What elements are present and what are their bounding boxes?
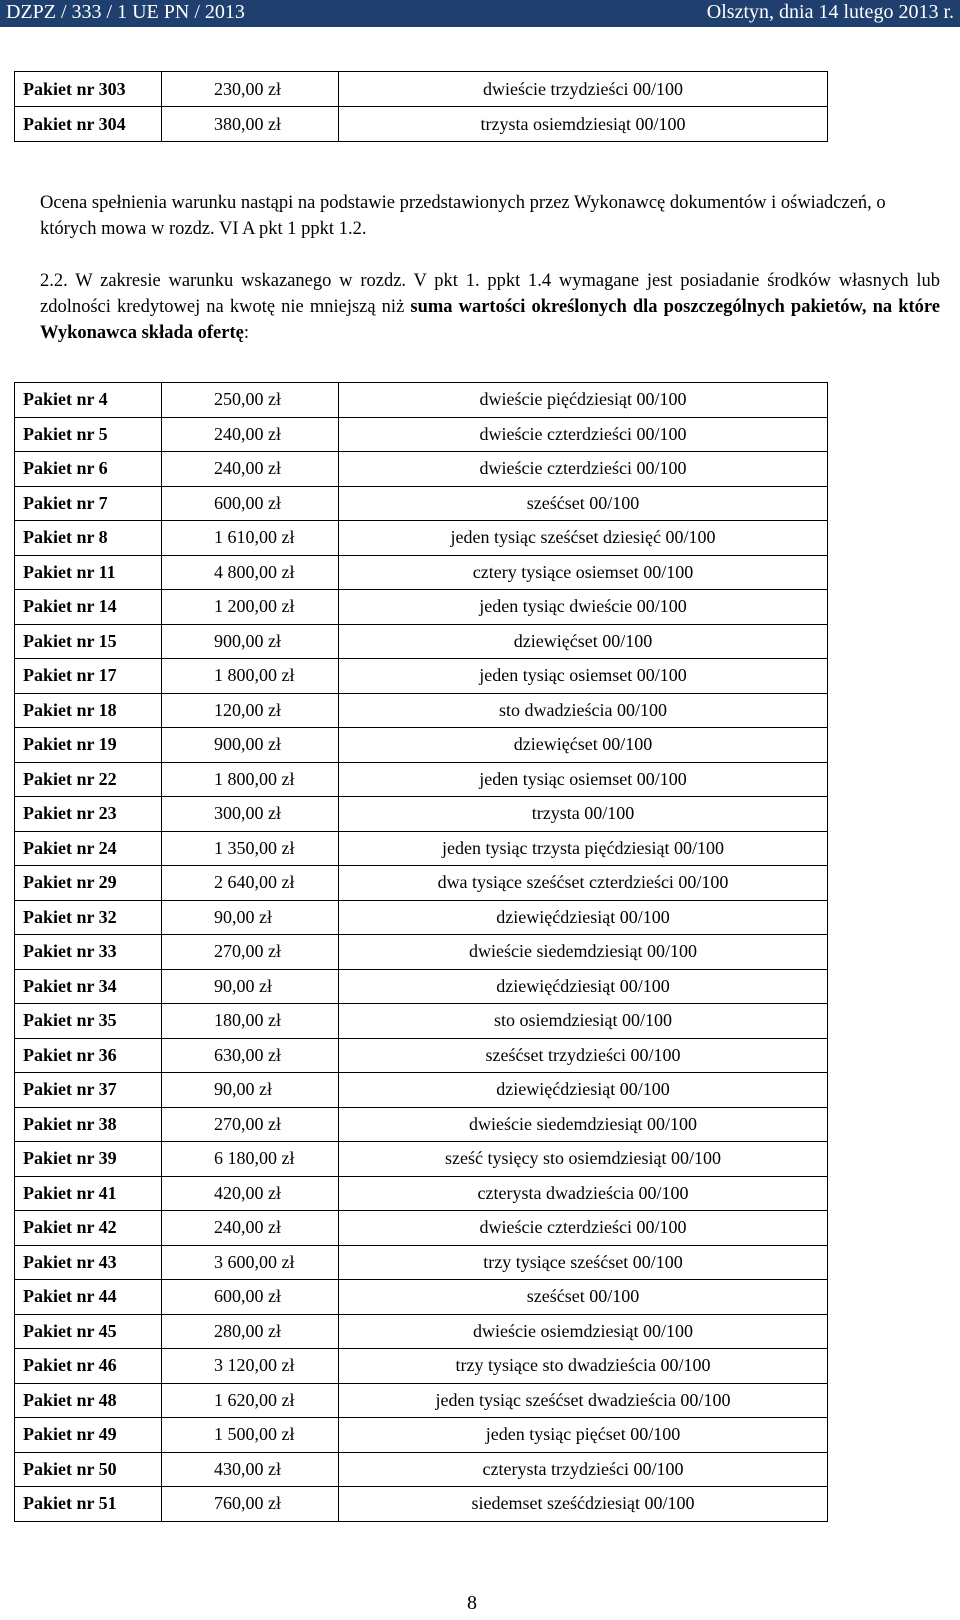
amount-words-cell: dwieście czterdzieści 00/100 xyxy=(339,1211,828,1246)
amount-cell: 90,00 zł xyxy=(162,900,339,935)
amount-words-cell: dziewięćdziesiąt 00/100 xyxy=(339,900,828,935)
amount-cell: 90,00 zł xyxy=(162,1073,339,1108)
package-name-cell: Pakiet nr 303 xyxy=(15,72,162,107)
package-name-cell: Pakiet nr 5 xyxy=(15,417,162,452)
package-name-cell: Pakiet nr 50 xyxy=(15,1452,162,1487)
table-row xyxy=(15,1383,828,1418)
amount-cell: 1 500,00 zł xyxy=(162,1418,339,1453)
amount-cell: 420,00 zł xyxy=(162,1176,339,1211)
package-name-cell: Pakiet nr 7 xyxy=(15,486,162,521)
amount-words-cell: dwieście trzydzieści 00/100 xyxy=(339,72,828,107)
table-row xyxy=(15,866,828,901)
table-row xyxy=(15,1073,828,1108)
amount-cell: 1 350,00 zł xyxy=(162,831,339,866)
amount-words-cell: jeden tysiąc sześćset dziesięć 00/100 xyxy=(339,521,828,556)
table-row xyxy=(15,728,828,763)
package-name-cell: Pakiet nr 24 xyxy=(15,831,162,866)
table-row xyxy=(15,590,828,625)
amount-cell: 900,00 zł xyxy=(162,624,339,659)
amount-words-cell: jeden tysiąc dwieście 00/100 xyxy=(339,590,828,625)
table-row xyxy=(15,1349,828,1384)
package-name-cell: Pakiet nr 34 xyxy=(15,969,162,1004)
amount-words-cell: dwieście siedemdziesiąt 00/100 xyxy=(339,935,828,970)
amount-words-cell: trzy tysiące sto dwadzieścia 00/100 xyxy=(339,1349,828,1384)
table-row xyxy=(15,452,828,487)
paragraph-bold-text: suma wartości określonych dla poszczególnych pakietów, na które Wykonawca składa ofertę xyxy=(40,297,940,343)
amount-cell: 600,00 zł xyxy=(162,1280,339,1315)
amount-cell: 230,00 zł xyxy=(162,72,339,107)
amount-cell: 240,00 zł xyxy=(162,1211,339,1246)
amount-cell: 1 200,00 zł xyxy=(162,590,339,625)
package-name-cell: Pakiet nr 36 xyxy=(15,1038,162,1073)
amount-cell: 900,00 zł xyxy=(162,728,339,763)
amount-cell: 1 800,00 zł xyxy=(162,659,339,694)
amount-words-cell: czterysta trzydzieści 00/100 xyxy=(339,1452,828,1487)
table-row xyxy=(15,1038,828,1073)
table-row xyxy=(15,1418,828,1453)
table-row xyxy=(15,762,828,797)
table-row xyxy=(15,555,828,590)
amount-cell: 240,00 zł xyxy=(162,417,339,452)
amount-cell: 1 800,00 zł xyxy=(162,762,339,797)
package-name-cell: Pakiet nr 44 xyxy=(15,1280,162,1315)
amount-words-cell: sześćset 00/100 xyxy=(339,1280,828,1315)
amount-words-cell: dziewięćset 00/100 xyxy=(339,728,828,763)
amount-cell: 1 610,00 zł xyxy=(162,521,339,556)
amount-words-cell: dwieście pięćdziesiąt 00/100 xyxy=(339,383,828,418)
amount-words-cell: dwa tysiące sześćset czterdzieści 00/100 xyxy=(339,866,828,901)
table-row xyxy=(15,797,828,832)
amount-cell: 630,00 zł xyxy=(162,1038,339,1073)
table-row xyxy=(15,1314,828,1349)
amount-words-cell: jeden tysiąc osiemset 00/100 xyxy=(339,762,828,797)
amount-words-cell: trzysta osiemdziesiąt 00/100 xyxy=(339,107,828,142)
amount-words-cell: sto dwadzieścia 00/100 xyxy=(339,693,828,728)
package-name-cell: Pakiet nr 8 xyxy=(15,521,162,556)
amount-cell: 3 600,00 zł xyxy=(162,1245,339,1280)
table-row xyxy=(15,900,828,935)
package-name-cell: Pakiet nr 29 xyxy=(15,866,162,901)
document-header xyxy=(0,0,960,27)
amount-cell: 270,00 zł xyxy=(162,1107,339,1142)
package-name-cell: Pakiet nr 41 xyxy=(15,1176,162,1211)
package-name-cell: Pakiet nr 304 xyxy=(15,107,162,142)
amount-words-cell: trzy tysiące sześćset 00/100 xyxy=(339,1245,828,1280)
amount-cell: 180,00 zł xyxy=(162,1004,339,1039)
table-row xyxy=(15,969,828,1004)
table-row xyxy=(15,831,828,866)
package-name-cell: Pakiet nr 43 xyxy=(15,1245,162,1280)
paragraph-end: : xyxy=(243,323,249,343)
package-name-cell: Pakiet nr 23 xyxy=(15,797,162,832)
package-name-cell: Pakiet nr 17 xyxy=(15,659,162,694)
table-row xyxy=(15,486,828,521)
package-name-cell: Pakiet nr 42 xyxy=(15,1211,162,1246)
amount-cell: 380,00 zł xyxy=(162,107,339,142)
amount-words-cell: cztery tysiące osiemset 00/100 xyxy=(339,555,828,590)
amount-words-cell: sześćset 00/100 xyxy=(339,486,828,521)
amount-words-cell: jeden tysiąc osiemset 00/100 xyxy=(339,659,828,694)
amount-cell: 120,00 zł xyxy=(162,693,339,728)
table-row xyxy=(15,107,828,142)
package-name-cell: Pakiet nr 35 xyxy=(15,1004,162,1039)
amount-words-cell: czterysta dwadzieścia 00/100 xyxy=(339,1176,828,1211)
table-row xyxy=(15,1107,828,1142)
amount-cell: 270,00 zł xyxy=(162,935,339,970)
package-name-cell: Pakiet nr 33 xyxy=(15,935,162,970)
table-row xyxy=(15,383,828,418)
package-name-cell: Pakiet nr 45 xyxy=(15,1314,162,1349)
package-name-cell: Pakiet nr 14 xyxy=(15,590,162,625)
table-row xyxy=(15,417,828,452)
amount-words-cell: sześć tysięcy sto osiemdziesiąt 00/100 xyxy=(339,1142,828,1177)
amount-cell: 1 620,00 zł xyxy=(162,1383,339,1418)
package-table-2 xyxy=(14,382,828,1522)
amount-words-cell: sześćset trzydzieści 00/100 xyxy=(339,1038,828,1073)
table-row xyxy=(15,521,828,556)
package-name-cell: Pakiet nr 19 xyxy=(15,728,162,763)
amount-words-cell: jeden tysiąc sześćset dwadzieścia 00/100 xyxy=(339,1383,828,1418)
paragraph-financial-condition xyxy=(40,268,940,346)
amount-words-cell: sto osiemdziesiąt 00/100 xyxy=(339,1004,828,1039)
table-row xyxy=(15,1245,828,1280)
amount-words-cell: dwieście osiemdziesiąt 00/100 xyxy=(339,1314,828,1349)
amount-words-cell: siedemset sześćdziesiąt 00/100 xyxy=(339,1487,828,1522)
table-row xyxy=(15,659,828,694)
amount-words-cell: dziewięćdziesiąt 00/100 xyxy=(339,969,828,1004)
amount-words-cell: dwieście czterdzieści 00/100 xyxy=(339,452,828,487)
package-name-cell: Pakiet nr 22 xyxy=(15,762,162,797)
page-number: 8 xyxy=(467,1592,477,1614)
table-row xyxy=(15,693,828,728)
package-name-cell: Pakiet nr 46 xyxy=(15,1349,162,1384)
package-name-cell: Pakiet nr 15 xyxy=(15,624,162,659)
package-table-1 xyxy=(14,71,828,142)
amount-cell: 760,00 zł xyxy=(162,1487,339,1522)
amount-cell: 280,00 zł xyxy=(162,1314,339,1349)
amount-cell: 4 800,00 zł xyxy=(162,555,339,590)
package-name-cell: Pakiet nr 18 xyxy=(15,693,162,728)
amount-cell: 250,00 zł xyxy=(162,383,339,418)
amount-cell: 300,00 zł xyxy=(162,797,339,832)
amount-words-cell: dwieście czterdzieści 00/100 xyxy=(339,417,828,452)
table-row xyxy=(15,1142,828,1177)
table-row xyxy=(15,624,828,659)
package-name-cell: Pakiet nr 48 xyxy=(15,1383,162,1418)
package-name-cell: Pakiet nr 4 xyxy=(15,383,162,418)
amount-words-cell: trzysta 00/100 xyxy=(339,797,828,832)
amount-words-cell: jeden tysiąc pięćset 00/100 xyxy=(339,1418,828,1453)
amount-cell: 3 120,00 zł xyxy=(162,1349,339,1384)
amount-cell: 600,00 zł xyxy=(162,486,339,521)
document-date: Olsztyn, dnia 14 lutego 2013 r. xyxy=(706,1,954,23)
amount-words-cell: dziewięćset 00/100 xyxy=(339,624,828,659)
table-row xyxy=(15,1280,828,1315)
table-row xyxy=(15,1176,828,1211)
package-name-cell: Pakiet nr 32 xyxy=(15,900,162,935)
package-name-cell: Pakiet nr 39 xyxy=(15,1142,162,1177)
amount-cell: 240,00 zł xyxy=(162,452,339,487)
amount-words-cell: dwieście siedemdziesiąt 00/100 xyxy=(339,1107,828,1142)
paragraph-text: 2.2. W zakresie warunku wskazanego w rozdz. V pkt 1. ppkt 1.4 wymagane jest posiadanie środków własnych lub zdolności kredytowej na kwotę nie mniejszą niż xyxy=(40,271,940,317)
package-name-cell: Pakiet nr 11 xyxy=(15,555,162,590)
table-row xyxy=(15,935,828,970)
table-row xyxy=(15,1211,828,1246)
paragraph-assessment: Ocena spełnienia warunku nastąpi na podstawie przedstawionych przez Wykonawcę dokumentów i oświadczeń, o których mowa w rozdz. VI A pkt 1 ppkt 1.2. xyxy=(40,193,886,239)
table-row xyxy=(15,72,828,107)
package-name-cell: Pakiet nr 49 xyxy=(15,1418,162,1453)
amount-cell: 430,00 zł xyxy=(162,1452,339,1487)
package-name-cell: Pakiet nr 6 xyxy=(15,452,162,487)
amount-words-cell: dziewięćdziesiąt 00/100 xyxy=(339,1073,828,1108)
package-name-cell: Pakiet nr 51 xyxy=(15,1487,162,1522)
table-row xyxy=(15,1487,828,1522)
amount-words-cell: jeden tysiąc trzysta pięćdziesiąt 00/100 xyxy=(339,831,828,866)
amount-cell: 2 640,00 zł xyxy=(162,866,339,901)
document-reference: DZPZ / 333 / 1 UE PN / 2013 xyxy=(6,1,245,23)
package-name-cell: Pakiet nr 38 xyxy=(15,1107,162,1142)
table-row xyxy=(15,1452,828,1487)
amount-cell: 6 180,00 zł xyxy=(162,1142,339,1177)
package-name-cell: Pakiet nr 37 xyxy=(15,1073,162,1108)
table-row xyxy=(15,1004,828,1039)
amount-cell: 90,00 zł xyxy=(162,969,339,1004)
